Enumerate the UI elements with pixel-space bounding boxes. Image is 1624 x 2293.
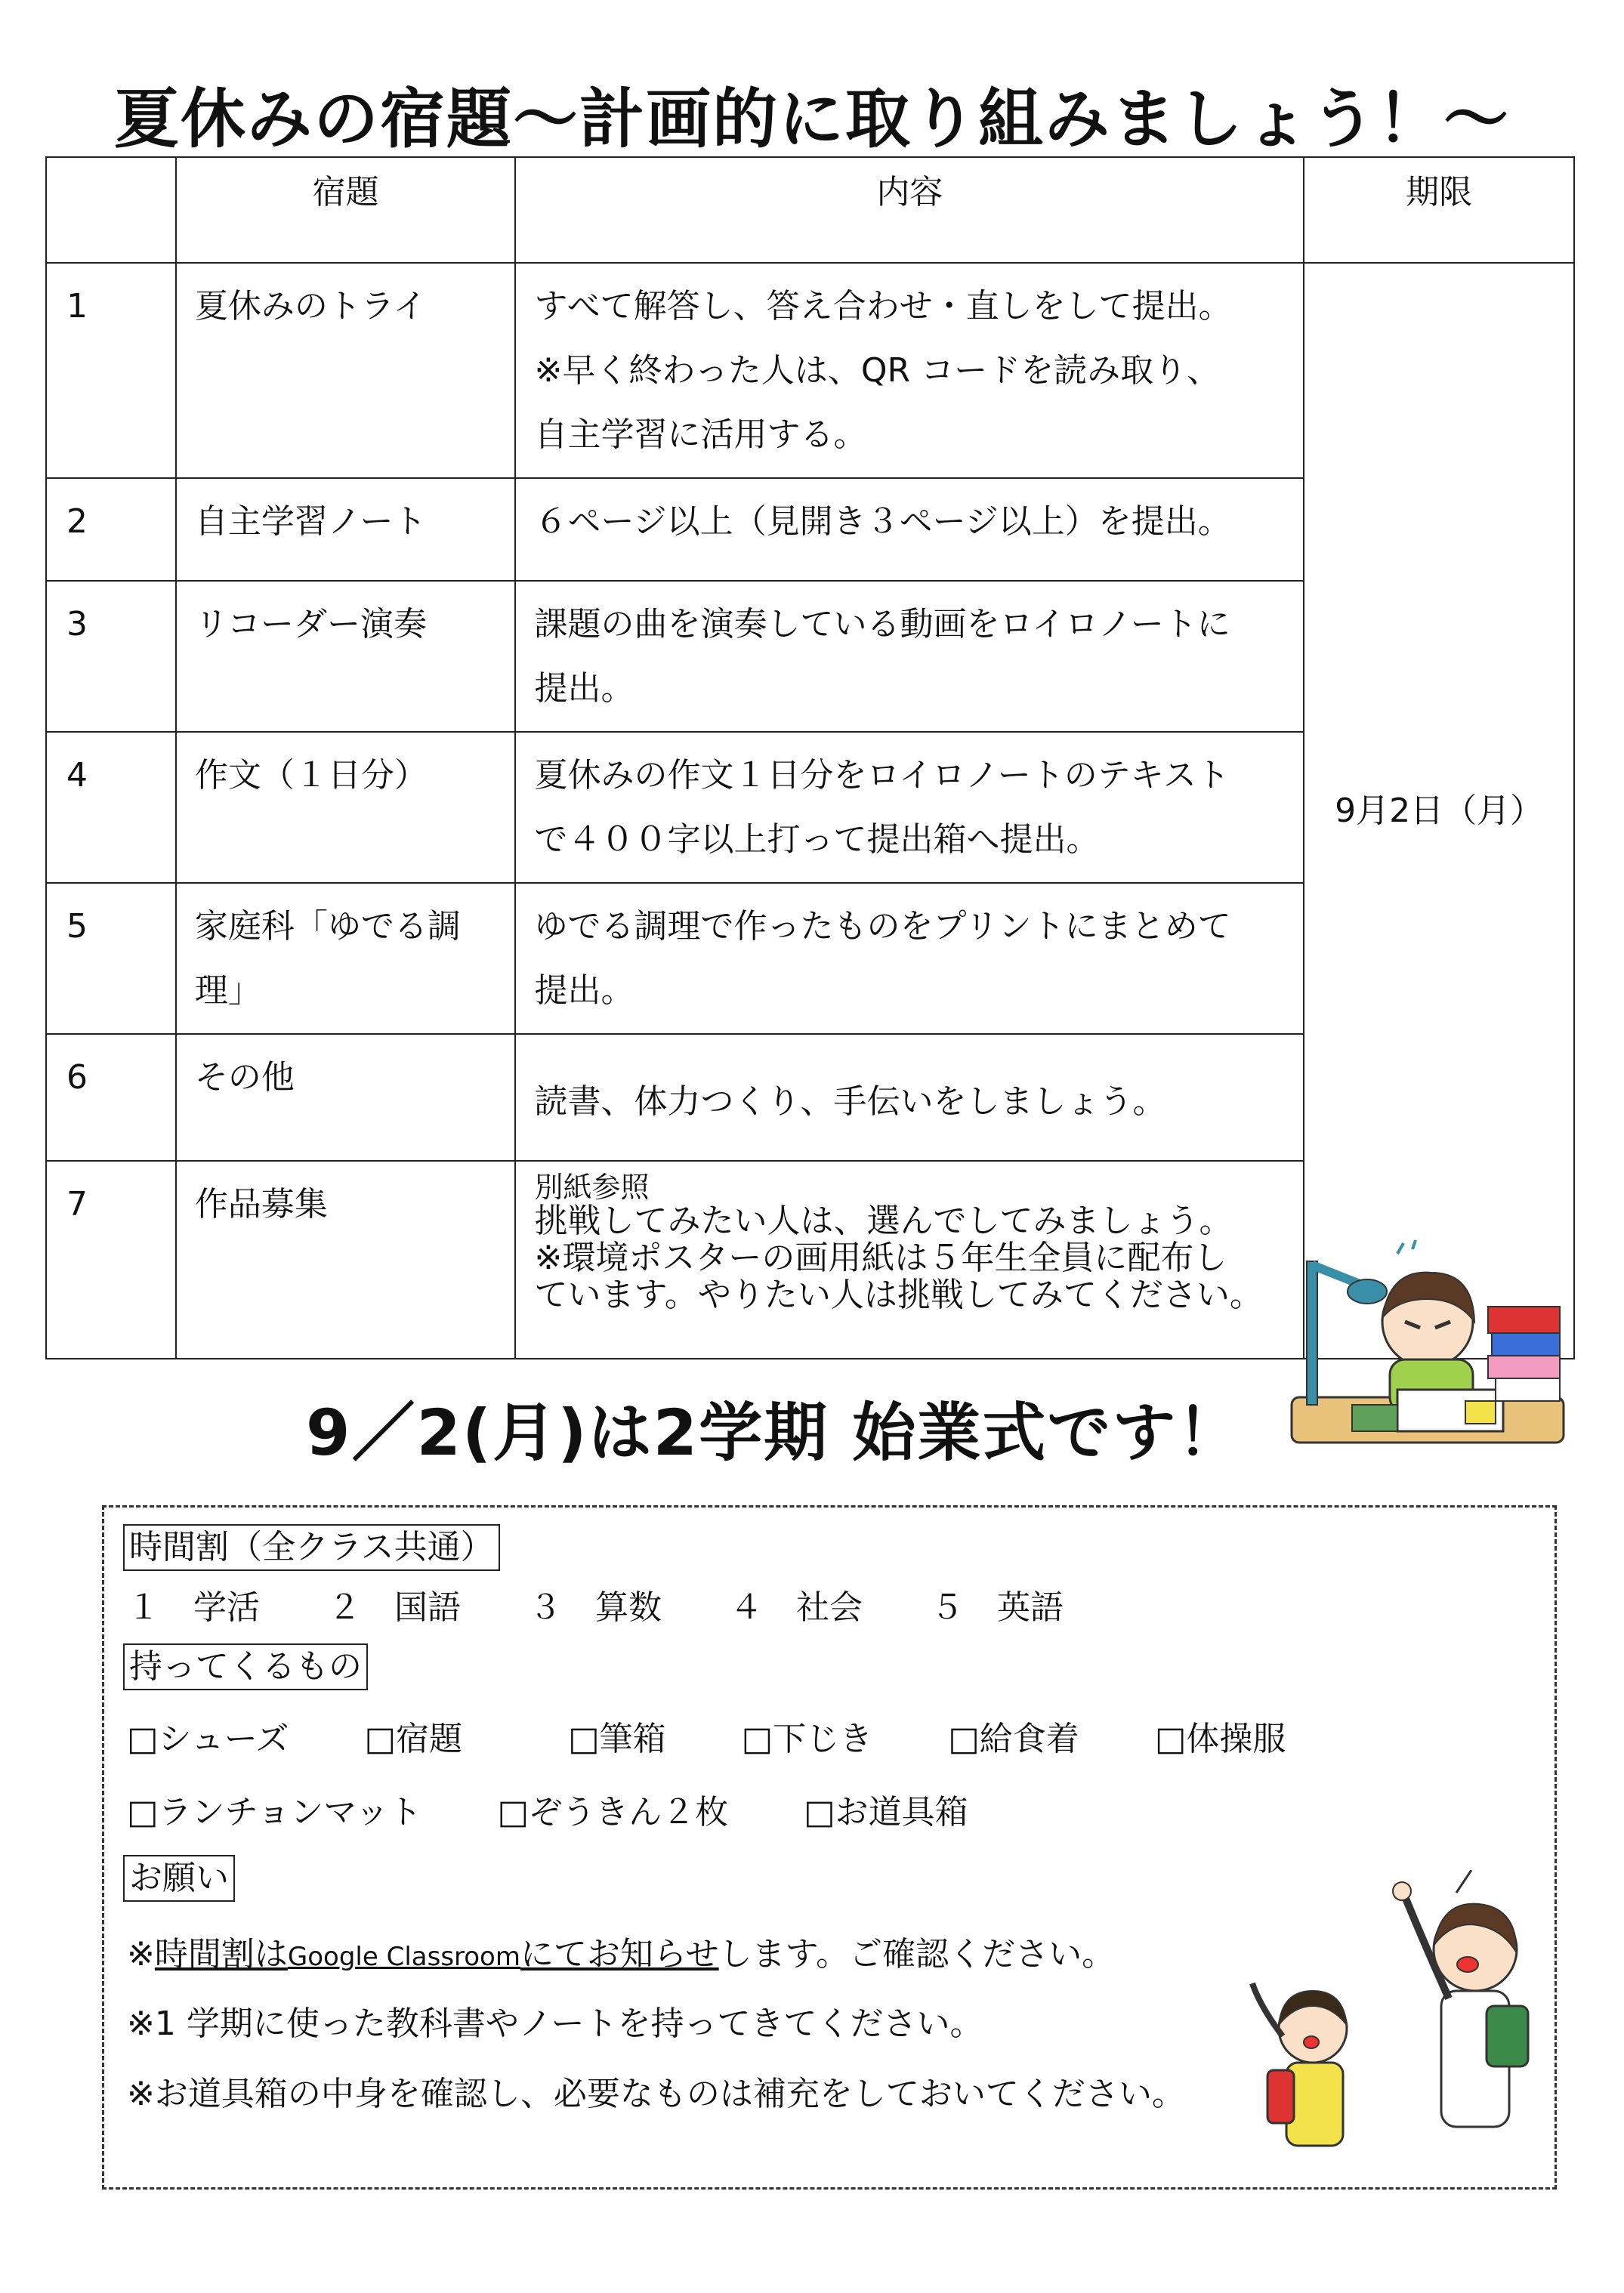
content-line: 課題の曲を演奏している動画をロイロノートに xyxy=(534,605,1230,643)
request-line-3: ※お道具箱の中身を確認し、必要なものは補充をしておいてください。 xyxy=(127,2075,1185,2113)
table-row xyxy=(46,263,1574,478)
belonging-item: □シューズ xyxy=(127,1720,289,1758)
period-item: ３ 算数 xyxy=(529,1588,662,1627)
requests-label: お願い xyxy=(123,1855,235,1902)
row-number: 7 xyxy=(46,1161,176,1359)
belongings-label: 持ってくるもの xyxy=(123,1643,368,1690)
row-task: リコーダー演奏 xyxy=(176,581,516,732)
deadline-cell: 9月2日（月） xyxy=(1304,263,1574,1359)
row-task: 自主学習ノート xyxy=(176,478,516,581)
row-number: 3 xyxy=(46,581,176,732)
content-line: ６ページ以上（見開き３ページ以上）を提出。 xyxy=(534,502,1231,541)
content-line: 挑戦してみたい人は、選んでしてみましょう。 xyxy=(534,1202,1233,1240)
request-underlined: にてお知らせ xyxy=(520,1935,719,1974)
content-line: 提出。 xyxy=(534,669,634,708)
content-line: 読書、体力つくり、手伝いをしましょう。 xyxy=(534,1082,1166,1121)
belongings-row-1 xyxy=(127,1711,1286,1760)
request-line-1 xyxy=(127,1927,1115,1975)
waving-children-illustration xyxy=(1230,1870,1532,2157)
period-item: ４ 社会 xyxy=(730,1588,863,1627)
row-number: 1 xyxy=(46,263,176,478)
page-title: 夏休みの宿題～計画的に取り組みましょう！～ xyxy=(114,82,1510,157)
belonging-item: □お道具箱 xyxy=(804,1793,968,1832)
belonging-item: □ランチョンマット xyxy=(127,1793,422,1832)
table-header-row xyxy=(46,157,1574,263)
header-deadline: 期限 xyxy=(1304,157,1574,263)
belonging-item: □ぞうきん２枚 xyxy=(497,1793,729,1832)
row-task xyxy=(176,883,516,1034)
task-line: 家庭科「ゆでる調 xyxy=(194,907,461,946)
request-rest: します。ご確認ください。 xyxy=(718,1935,1116,1974)
period-item: ２ 国語 xyxy=(328,1588,461,1627)
belonging-item: □宿題 xyxy=(364,1720,463,1758)
content-line: 別紙参照 xyxy=(534,1171,650,1204)
belonging-item: □筆箱 xyxy=(568,1720,666,1758)
request-underlined: 時間割は xyxy=(154,1935,288,1974)
schedule-label: 時間割（全クラス共通） xyxy=(123,1524,500,1571)
row-content xyxy=(515,1034,1304,1161)
request-prefix: ※ xyxy=(127,1935,155,1974)
row-number: 6 xyxy=(46,1034,176,1161)
content-line: 夏休みの作文１日分をロイロノートのテキスト xyxy=(534,756,1230,795)
row-task: 作品募集 xyxy=(176,1161,516,1359)
belongings-row-2 xyxy=(127,1785,968,1833)
belonging-item: □給食着 xyxy=(948,1720,1079,1758)
schedule-periods xyxy=(127,1580,1064,1628)
belonging-item: □下じき xyxy=(741,1720,873,1758)
period-item: ５ 英語 xyxy=(931,1588,1064,1627)
row-content xyxy=(515,883,1304,1034)
header-content: 内容 xyxy=(515,157,1304,263)
content-line: ています。やりたい人は挑戦してみてください。 xyxy=(534,1276,1263,1314)
content-line: で４００字以上打って提出箱へ提出。 xyxy=(534,820,1100,859)
content-line: 自主学習に活用する。 xyxy=(534,415,867,454)
content-line: ※早く終わった人は、QR コードを読み取り、 xyxy=(534,351,1221,390)
ceremony-heading: 9／2(月)は2学期 始業式です！ xyxy=(306,1396,1243,1470)
homework-table xyxy=(45,156,1575,1359)
content-line: ゆでる調理で作ったものをプリントにまとめて xyxy=(534,907,1231,946)
period-item: １ 学活 xyxy=(127,1588,260,1627)
google-classroom-text: Google Classroom xyxy=(287,1942,520,1972)
row-content xyxy=(515,732,1304,883)
header-task: 宿題 xyxy=(176,157,516,263)
studying-child-illustration xyxy=(1277,1239,1579,1465)
request-line-2: ※1 学期に使った教科書やノートを持ってきてください。 xyxy=(127,2004,983,2043)
content-line: 提出。 xyxy=(534,971,634,1010)
content-line: すべて解答し、答え合わせ・直しをして提出。 xyxy=(534,287,1232,326)
row-number: 5 xyxy=(46,883,176,1034)
row-number: 2 xyxy=(46,478,176,581)
belonging-item: □体操服 xyxy=(1154,1720,1286,1758)
row-content xyxy=(515,478,1304,581)
info-box xyxy=(102,1505,1557,2190)
row-content xyxy=(515,581,1304,732)
task-line: 理」 xyxy=(194,971,261,1010)
row-content xyxy=(515,263,1304,478)
content-line: ※環境ポスターの画用紙は５年生全員に配布し xyxy=(534,1239,1227,1277)
row-number: 4 xyxy=(46,732,176,883)
row-task: 作文（１日分） xyxy=(176,732,516,883)
row-task: その他 xyxy=(176,1034,516,1161)
row-content xyxy=(515,1161,1304,1359)
header-number xyxy=(46,157,176,263)
row-task: 夏休みのトライ xyxy=(176,263,516,478)
